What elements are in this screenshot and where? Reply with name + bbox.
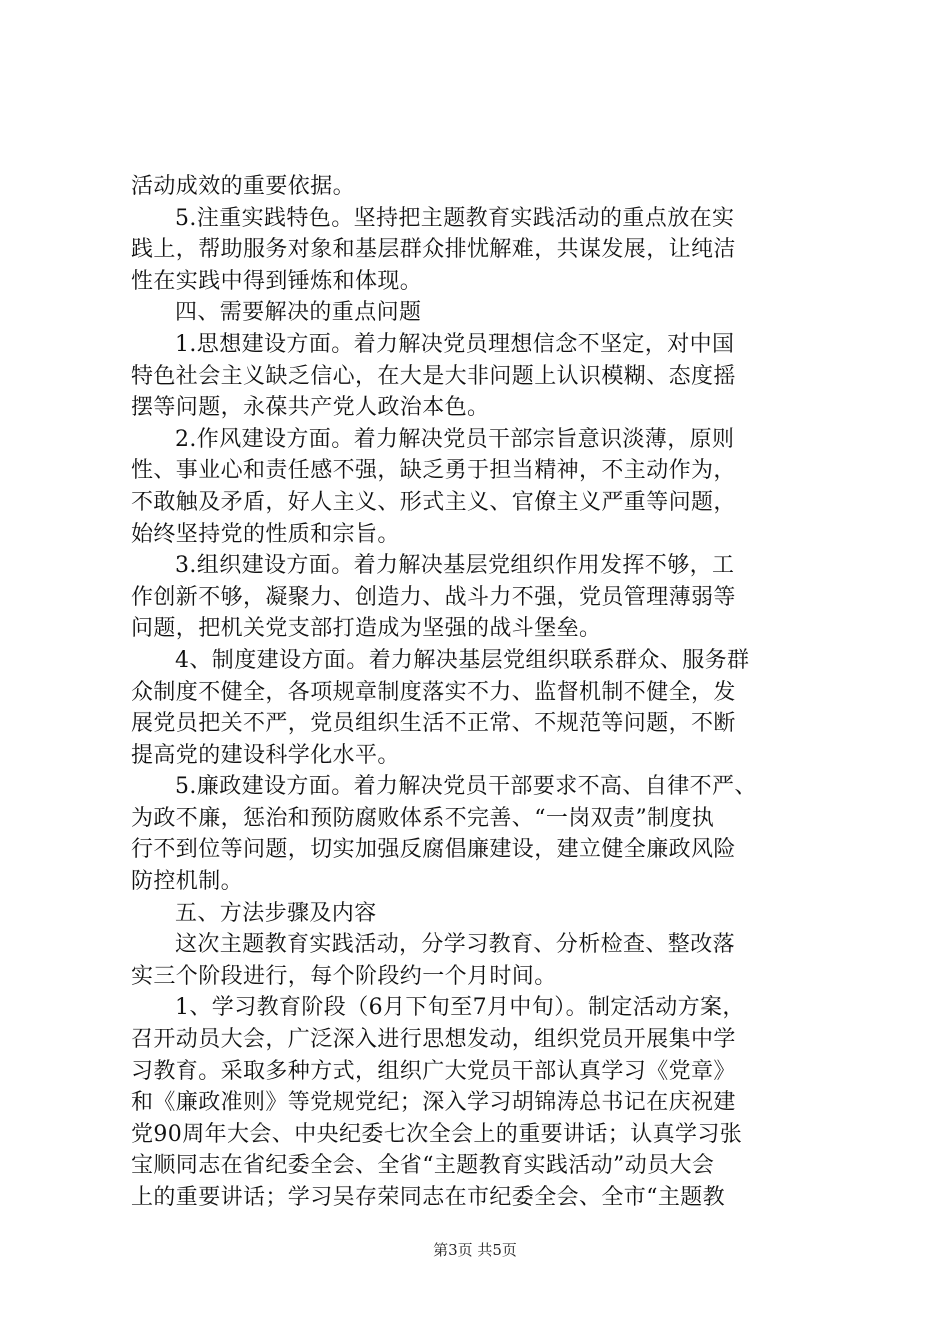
text-line: 这次主题教育实践活动，分学习教育、分析检查、整改落: [175, 932, 736, 958]
text-line: 实三个阶段进行，每个阶段约一个月时间。: [131, 963, 557, 989]
text-line: 3.组织建设方面。着力解决基层党组织作用发挥不够，工: [175, 553, 735, 579]
text-line: 摆等问题，永葆共产党人政治本色。: [131, 395, 490, 421]
text-line: 召开动员大会，广泛深入进行思想发动，组织党员开展集中学: [131, 1027, 736, 1053]
text-line: 4、制度建设方面。着力解决基层党组织联系群众、服务群: [175, 647, 750, 673]
text-line: 习教育。采取多种方式，组织广大党员干部认真学习《党章》: [131, 1058, 736, 1084]
text-line: 作创新不够，凝聚力、创造力、战斗力不强，党员管理薄弱等: [131, 584, 736, 610]
text-line: 众制度不健全，各项规章制度落实不力、监督机制不健全，发: [131, 679, 736, 705]
text-line: 和《廉政准则》等党规党纪；深入学习胡锦涛总书记在庆祝建: [131, 1090, 736, 1116]
text-line: 问题，把机关党支部打造成为坚强的战斗堡垒。: [131, 616, 602, 642]
section-heading: 五、方法步骤及内容: [175, 900, 377, 926]
text-line: 始终坚持党的性质和宗旨。: [131, 521, 400, 547]
text-line: 上的重要讲话；学习吴存荣同志在市纪委全会、全市“主题教: [131, 1185, 726, 1210]
text-line: 1、学习教育阶段（6月下旬至7月中旬）。制定活动方案，: [175, 995, 745, 1021]
text-line: 展党员把关不严，党员组织生活不正常、不规范等问题，不断: [131, 711, 736, 737]
text-line: 宝顺同志在省纪委全会、全省“主题教育实践活动”动员大会: [131, 1153, 715, 1179]
text-line: 行不到位等问题，切实加强反腐倡廉建设，建立健全廉政风险: [131, 837, 736, 863]
text-line: 活动成效的重要依据。: [131, 174, 356, 199]
text-line: 5.廉政建设方面。着力解决党员干部要求不高、自律不严、: [175, 774, 757, 800]
text-line: 为政不廉，惩治和预防腐败体系不完善、“一岗双责”制度执: [131, 805, 715, 831]
text-line: 提高党的建设科学化水平。: [131, 742, 400, 768]
page-number-footer: 第3页 共5页: [433, 1241, 517, 1259]
text-line: 防控机制。: [131, 869, 244, 895]
text-line: 不敢触及矛盾，好人主义、形式主义、官僚主义严重等问题，: [131, 489, 736, 515]
text-line: 1.思想建设方面。着力解决党员理想信念不坚定，对中国: [175, 331, 735, 357]
text-line: 2.作风建设方面。着力解决党员干部宗旨意识淡薄，原则: [175, 426, 735, 452]
text-line: 特色社会主义缺乏信心，在大是大非问题上认识模糊、态度摇: [131, 363, 736, 389]
section-heading: 四、需要解决的重点问题: [175, 300, 422, 326]
text-line: 性在实践中得到锤炼和体现。: [131, 268, 423, 294]
document-body: [131, 171, 831, 1214]
text-line: 党90周年大会、中央纪委七次全会上的重要讲话；认真学习张: [131, 1121, 743, 1147]
text-line: 践上，帮助服务对象和基层群众排忧解难，共谋发展，让纯洁: [131, 237, 736, 263]
text-line: 性、事业心和责任感不强，缺乏勇于担当精神，不主动作为，: [131, 458, 736, 484]
text-line: 5.注重实践特色。坚持把主题教育实践活动的重点放在实: [175, 205, 735, 231]
